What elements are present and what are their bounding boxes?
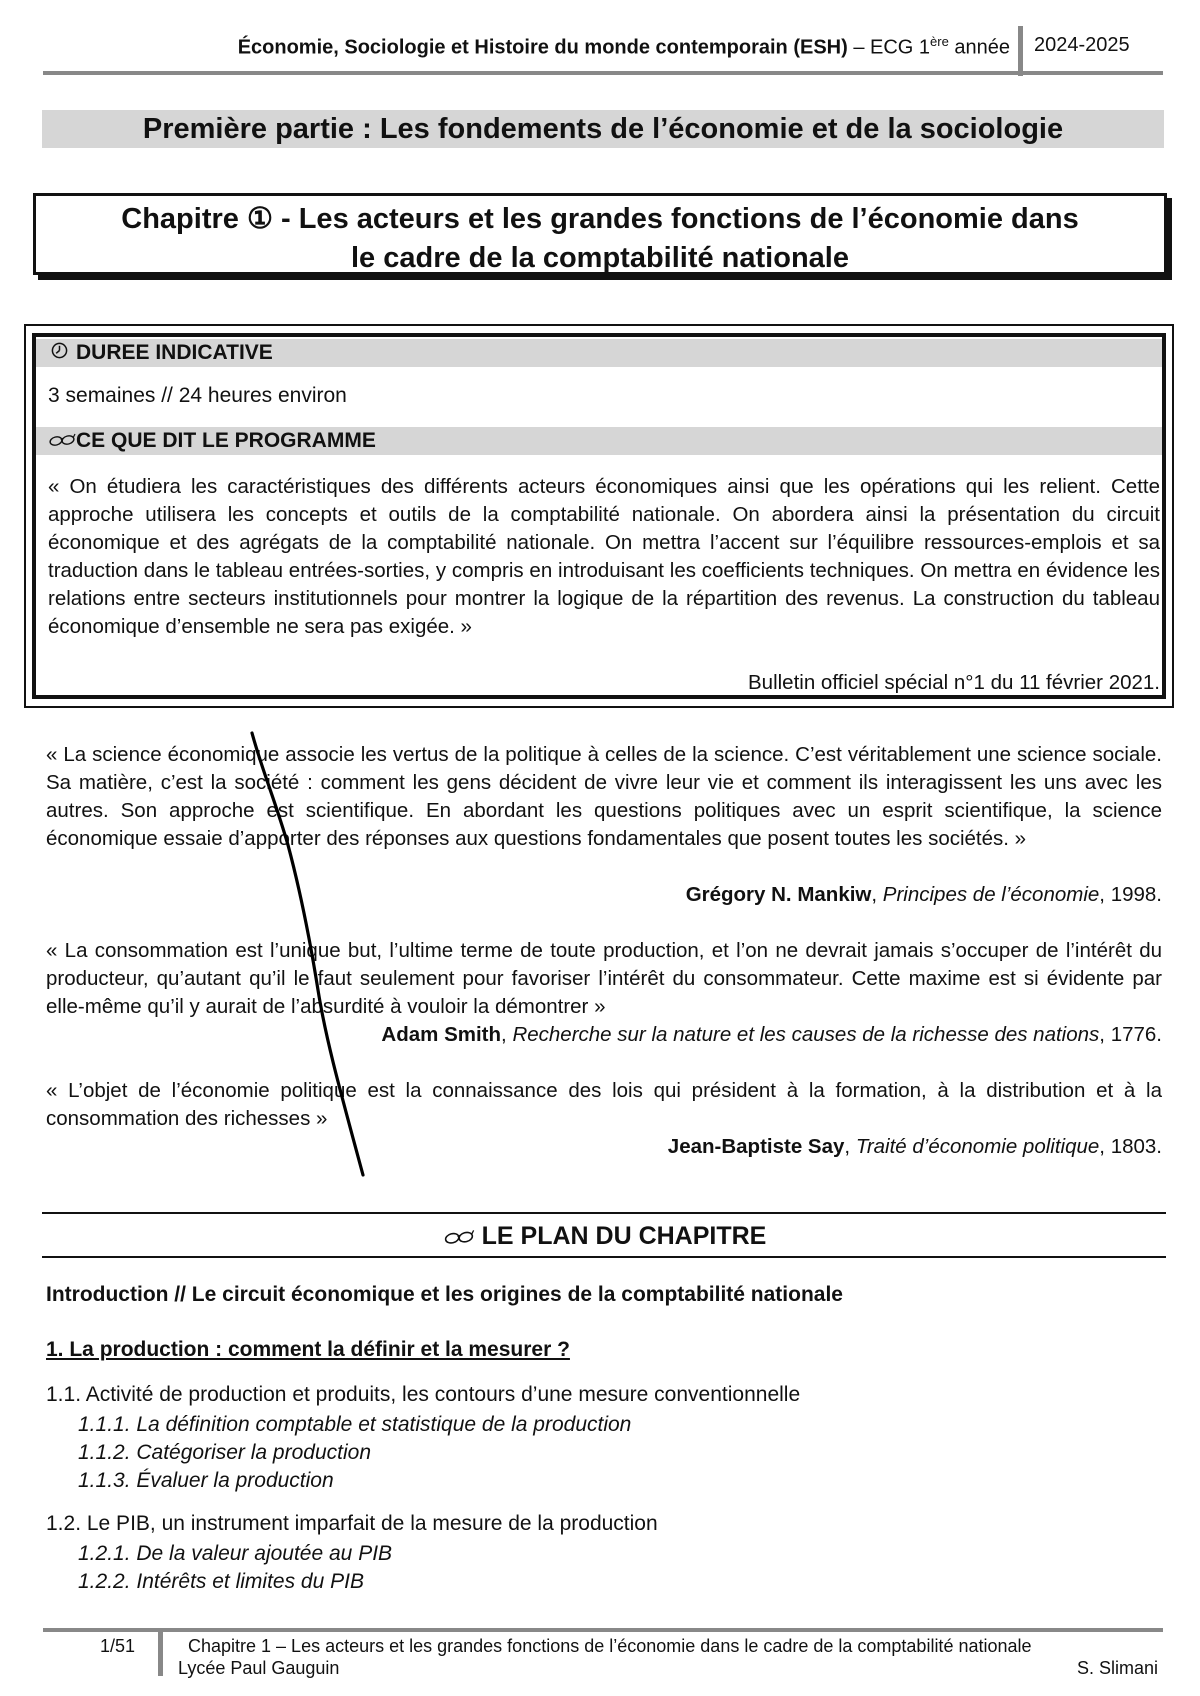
footer-rule (43, 1628, 1163, 1632)
header-title-sup: ère (930, 34, 949, 49)
plan-introduction: Introduction // Le circuit économique et les origines de la comptabilité nationale (46, 1283, 843, 1306)
plan-item-1-2 (46, 1512, 658, 1536)
plan-section-1: 1. La production : comment la définir et la mesurer ? (46, 1338, 570, 1361)
quote-year: , 1803. (1099, 1135, 1162, 1158)
quote-year: , 1998. (1099, 883, 1162, 906)
quote-year: , 1776. (1099, 1023, 1162, 1046)
header-title-bold: Économie, Sociologie et Histoire du monde contemporain (ESH) (237, 36, 848, 59)
plan-title (42, 1222, 1166, 1252)
program-band (36, 427, 1162, 455)
footer-author: S. Slimani (1076, 1658, 1158, 1678)
duration-value: 3 semaines // 24 heures environ (48, 384, 347, 407)
item-number: 1.1. (46, 1383, 82, 1406)
plan-rule-top (42, 1212, 1166, 1214)
glasses-icon (48, 427, 70, 455)
quote-work: Principes de l’économie (882, 883, 1100, 906)
footer-page-number: 1/51 (100, 1636, 136, 1656)
glasses-icon (442, 1223, 476, 1252)
footer-separator (158, 1632, 163, 1676)
footer-chapter: Chapitre 1 – Les acteurs et les grandes fonctions de l’économie dans le cadre de la comptabilité nationale (188, 1636, 1032, 1656)
quote-work: Recherche sur la nature et les causes de la richesse des nations (512, 1023, 1100, 1046)
program-label: CE QUE DIT LE PROGRAMME (76, 429, 376, 452)
plan-item-1-1 (46, 1383, 800, 1407)
chapter-title-line2: le cadre de la comptabilité nationale (351, 242, 849, 274)
duration-band (36, 339, 1162, 367)
quote-smith-attribution: Adam Smith, Recherche sur la nature et les causes de la richesse des nations, 1776. (381, 1023, 1162, 1046)
plan-sub-1-2-1: 1.2.1. De la valeur ajoutée au PIB (78, 1542, 393, 1565)
plan-sub-1-1-1: 1.1.1. La définition comptable et statistique de la production (78, 1413, 632, 1436)
quote-author: Grégory N. Mankiw (685, 883, 872, 906)
plan-sub-1-2-2: 1.2.2. Intérêts et limites du PIB (78, 1570, 364, 1593)
item-label: Le PIB, un instrument imparfait de la mesure de la production (81, 1512, 658, 1535)
header-title-end: année (948, 36, 1010, 59)
program-text: « On étudiera les caractéristiques des différents acteurs économiques ainsi que les opérations qui les relient. Cette approche utilisera les concepts et outils de la comptabilité nationale. On abordera ainsi la présentation du circuit économique et des agrégats de la comptabilité nationale. On mettra l’accent sur l’équilibre ressources-emplois et sa traduction dans le tableau entrées-sorties, y compris en introduisant les coefficients techniques. On mettra en évidence les relations entre secteurs institutionnels pour montrer la logique de la répartition des revenus. La construction du tableau économique d’ensemble ne sera pas exigée. » (48, 475, 1160, 638)
quote-say-attribution: Jean-Baptiste Say, Traité d’économie politique, 1803. (667, 1135, 1162, 1158)
quote-mankiw-attribution: Grégory N. Mankiw, Principes de l’économie, 1998. (685, 883, 1162, 906)
plan-sub-1-1-2: 1.1.2. Catégoriser la production (78, 1441, 372, 1464)
quote-author: Adam Smith (381, 1023, 502, 1046)
header-title-rest: – ECG 1 (847, 36, 931, 59)
plan-rule-bottom (42, 1256, 1166, 1258)
header-year: 2024-2025 (1034, 34, 1130, 56)
quote-work: Traité d’économie politique (855, 1135, 1100, 1158)
quote-author: Jean-Baptiste Say (667, 1135, 845, 1158)
quote-say: « L’objet de l’économie politique est la connaissance des lois qui président à la formation, à la distribution et à la consommation des richesses » (46, 1079, 1162, 1130)
footer-school: Lycée Paul Gauguin (178, 1658, 340, 1678)
plan-title-label: LE PLAN DU CHAPITRE (481, 1222, 767, 1250)
part-title: Première partie : Les fondements de l’économie et de la sociologie (42, 110, 1164, 148)
duration-label: DUREE INDICATIVE (76, 341, 273, 364)
clock-icon (48, 339, 70, 367)
quote-smith: « La consommation est l’unique but, l’ultime terme de toute production, et l’on ne devrait jamais s’occuper de l’intérêt du producteur, qu’autant qu’il le faut seulement pour favoriser l’intérêt du consommateur. Cette maxime est si évidente par elle-même qu’il y aurait de l’absurdité à vouloir la démontrer » (46, 939, 1162, 1018)
quote-mankiw: « La science économique associe les vertus de la politique à celles de la science. C’est véritablement une science sociale. Sa matière, c’est la société : comment les gens décident de vivre leur vie et comment ils interagissent les uns avec les autres. Son approche est scientifique. En abordant les questions politiques avec un esprit scientifique, la science économique essaie d’apporter des réponses aux questions fondamentales que posent toutes les sociétés. » (46, 743, 1162, 850)
chapter-title-line1: Chapitre ① - Les acteurs et les grandes fonctions de l’économie dans (121, 203, 1079, 235)
item-label: Activité de production et produits, les contours d’une mesure conventionnelle (81, 1383, 801, 1406)
plan-sub-1-1-3: 1.1.3. Évaluer la production (78, 1469, 334, 1492)
header-separator (1018, 26, 1023, 76)
item-number: 1.2. (46, 1512, 82, 1535)
header-title (0, 34, 1010, 60)
header-rule (43, 71, 1163, 75)
chapter-title-box (33, 193, 1167, 275)
program-source: Bulletin officiel spécial n°1 du 11 février 2021. (748, 671, 1160, 694)
